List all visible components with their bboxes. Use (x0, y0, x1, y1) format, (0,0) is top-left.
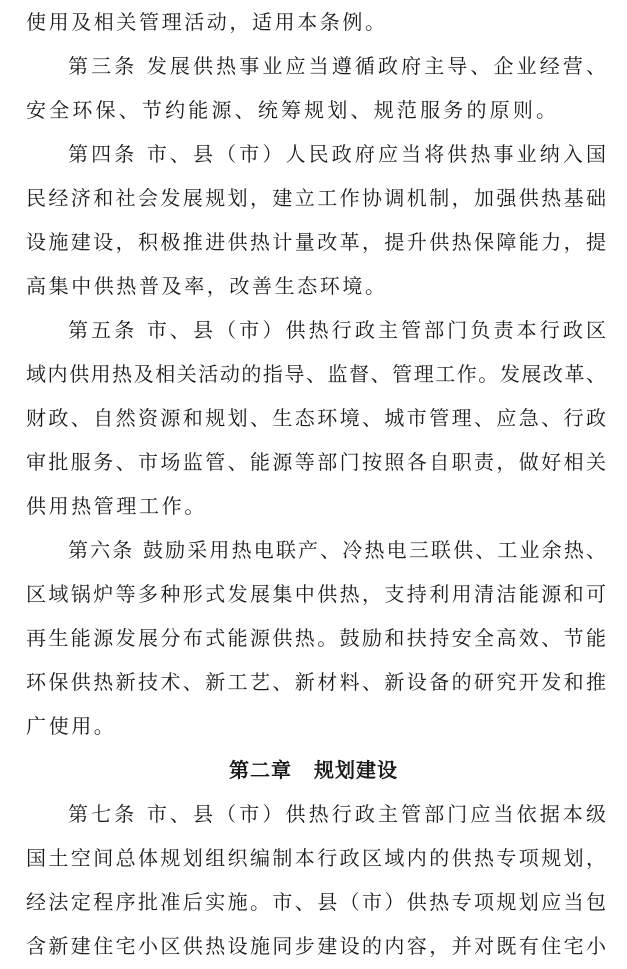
article-4-line: 第四条 市、县（市）人民政府应当将供热事业纳入国 (68, 142, 606, 166)
text-line: 高集中供热普及率，改善生态环境。 (26, 274, 388, 298)
text-line: 广使用。 (26, 714, 117, 738)
article-7-line: 第七条 市、县（市）供热行政主管部门应当依据本级 (68, 802, 606, 826)
text-line: 区域锅炉等多种形式发展集中供热，支持利用清洁能源和可 (26, 582, 606, 606)
text-line: 再生能源发展分布式能源供热。鼓励和扶持安全高效、节能 (26, 626, 606, 650)
chapter-heading: 第二章 规划建设 (229, 758, 398, 782)
text-line: 供用热管理工作。 (26, 494, 207, 518)
text-line: 民经济和社会发展规划，建立工作协调机制，加强供热基础 (26, 186, 606, 210)
text-line: 审批服务、市场监管、能源等部门按照各自职责，做好相关 (26, 450, 606, 474)
article-5-line: 第五条 市、县（市）供热行政主管部门负责本行政区 (68, 318, 606, 342)
text-line: 财政、自然资源和规划、生态环境、城市管理、应急、行政 (26, 406, 606, 430)
text-line: 环保供热新技术、新工艺、新材料、新设备的研究开发和推 (26, 670, 606, 694)
text-line: 安全环保、节约能源、统筹规划、规范服务的原则。 (26, 98, 556, 122)
text-line: 含新建住宅小区供热设施同步建设的内容，并对既有住宅小 (26, 934, 606, 958)
text-line: 国土空间总体规划组织编制本行政区域内的供热专项规划， (26, 846, 606, 870)
text-line: 经法定程序批准后实施。市、县（市）供热专项规划应当包 (26, 890, 606, 914)
text-line: 设施建设，积极推进供热计量改革，提升供热保障能力，提 (26, 230, 606, 254)
article-3-line: 第三条 发展供热事业应当遵循政府主导、企业经营、 (68, 54, 606, 78)
article-6-line: 第六条 鼓励采用热电联产、冷热电三联供、工业余热、 (68, 538, 606, 562)
text-line: 域内供用热及相关活动的指导、监督、管理工作。发展改革、 (26, 362, 606, 386)
text-line: 使用及相关管理活动，适用本条例。 (26, 10, 388, 34)
